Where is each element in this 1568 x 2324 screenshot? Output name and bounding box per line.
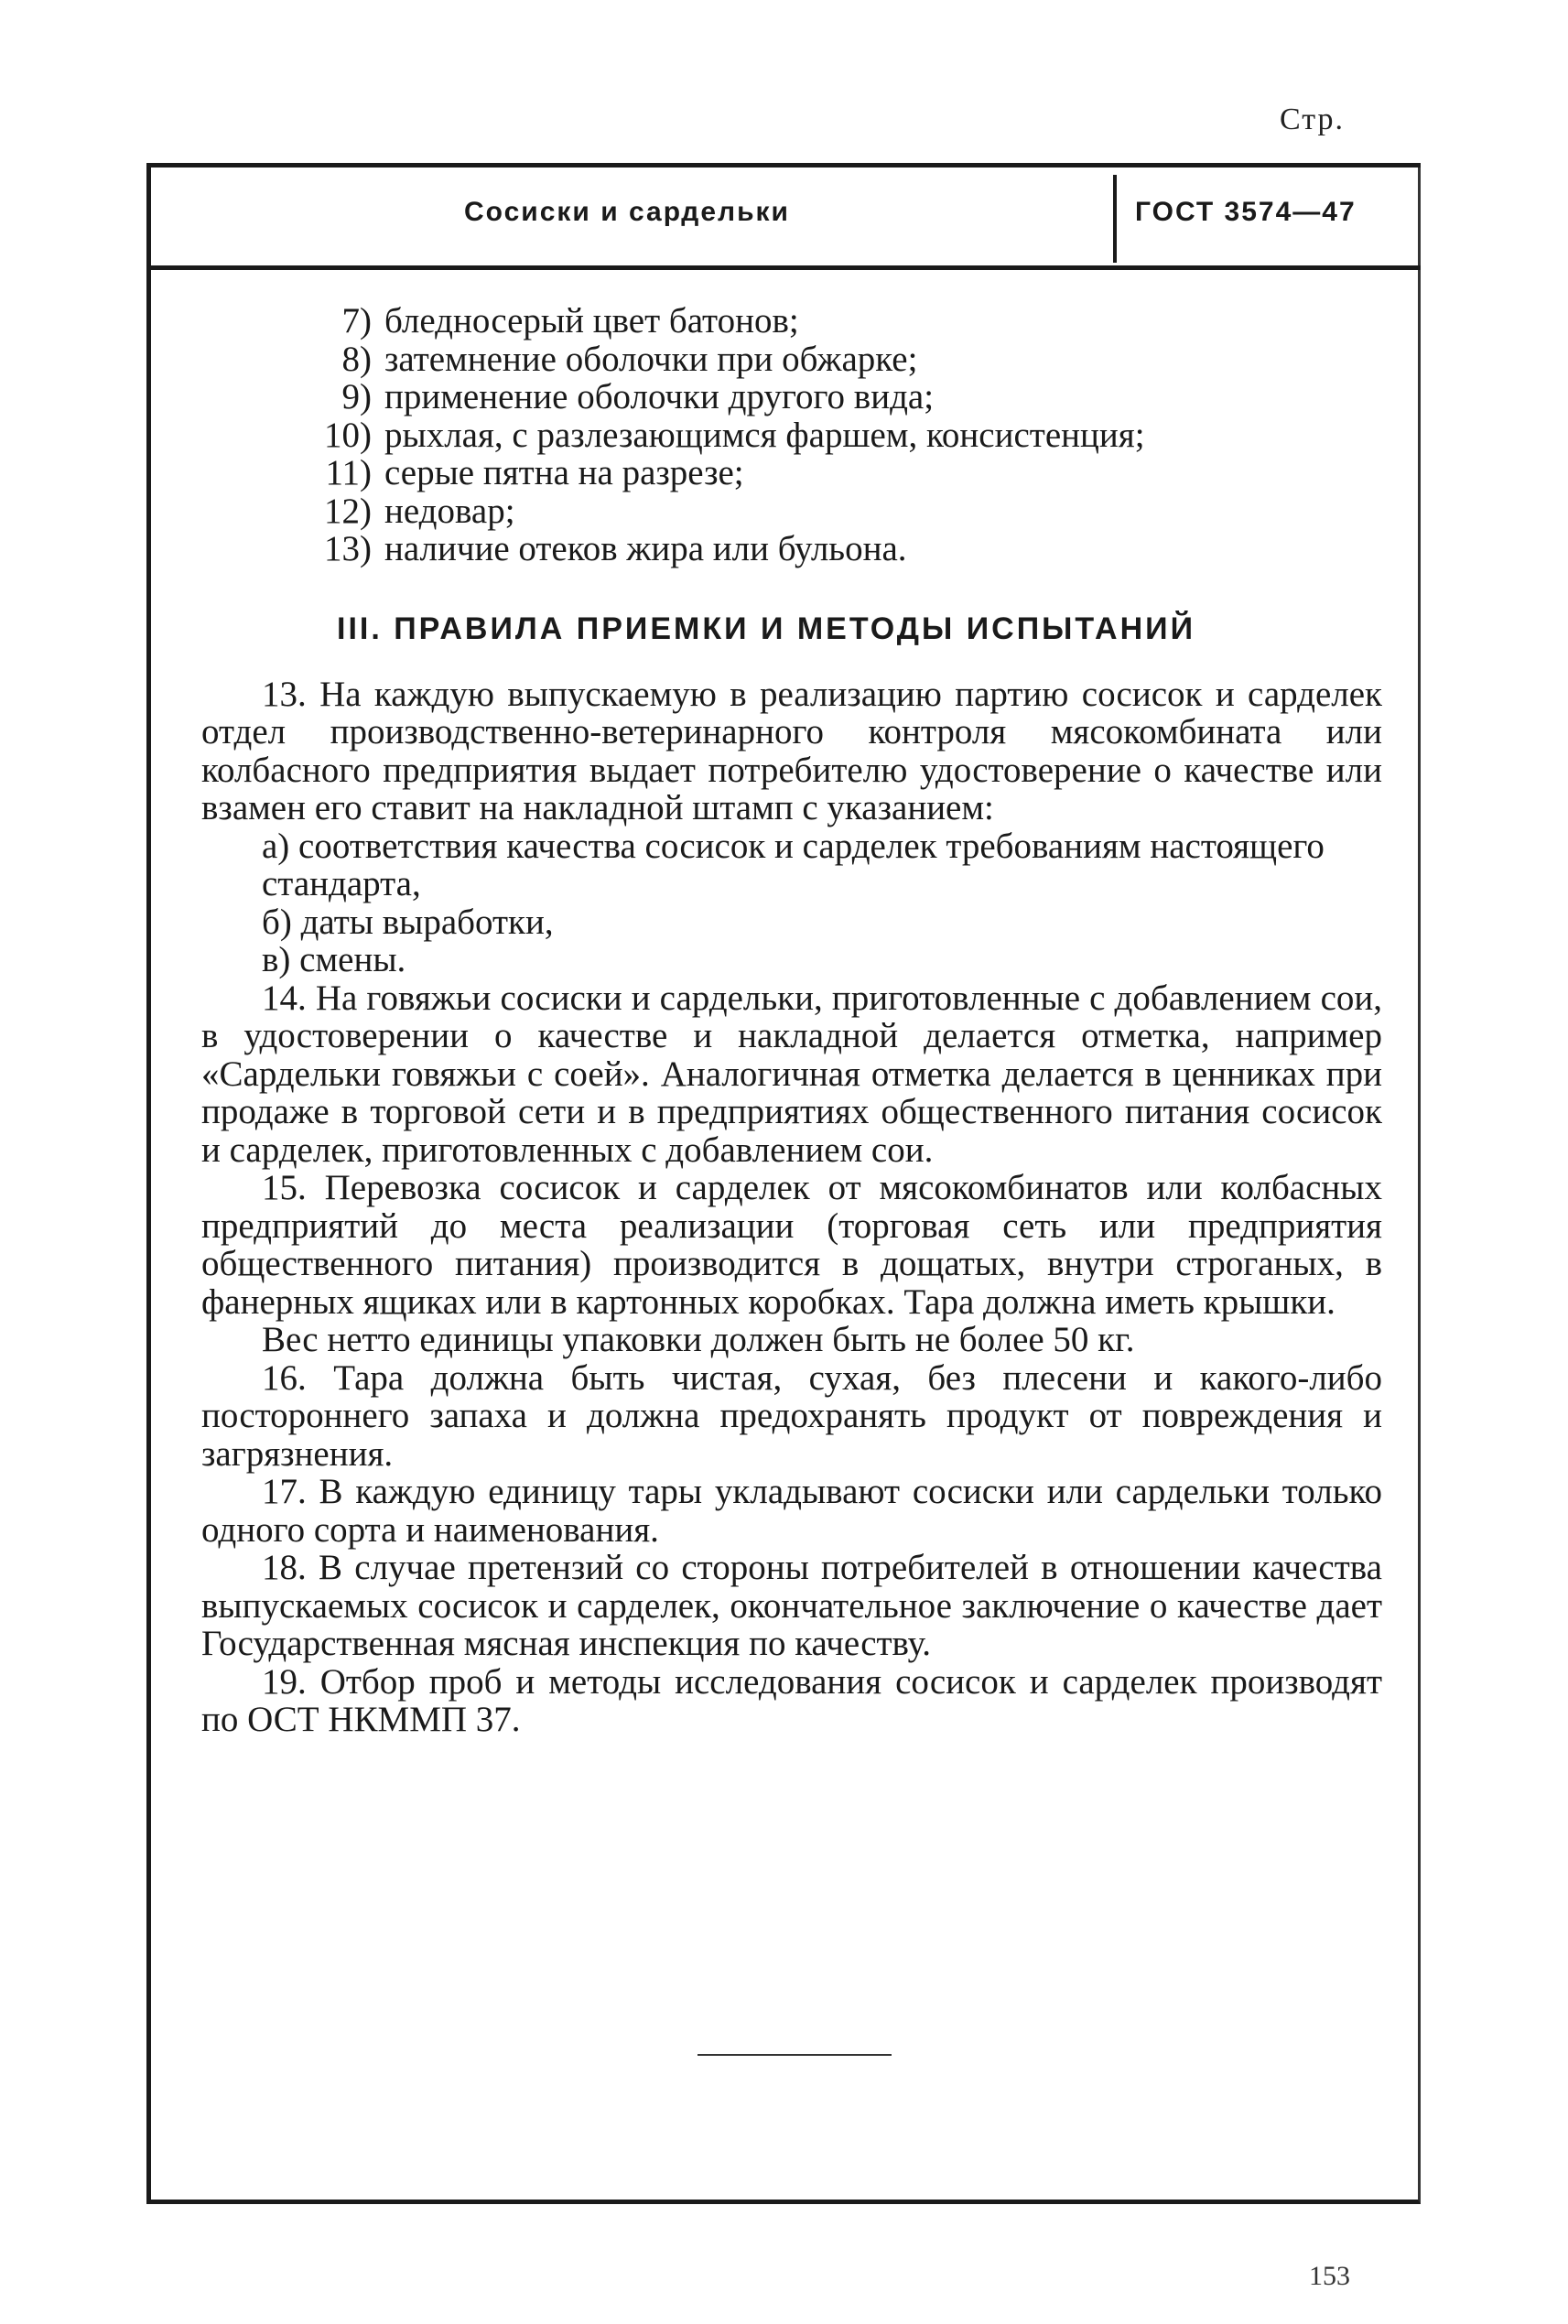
list-item bbox=[300, 416, 1382, 455]
list-item bbox=[300, 492, 1382, 531]
list-item bbox=[300, 302, 1382, 340]
paragraph-13-item-a: а) соответствия качества сосисок и сарделек требованиям настоящего стандарта, bbox=[262, 826, 1325, 903]
list-item-number: 10) bbox=[324, 415, 372, 455]
paragraph-16: 16. Тара должна быть чистая, сухая, без плесени и какого-либо постороннего запаха и должна предохранять продукт от повреждения и загрязнения. bbox=[201, 1357, 1382, 1474]
paragraph-17: 17. В каждую единицу тары укладывают сосиски или сардельки только одного сорта и наименования. bbox=[201, 1472, 1382, 1550]
list-item-text: серые пятна на разрезе; bbox=[384, 453, 744, 492]
list-item-text: недовар; bbox=[384, 491, 515, 531]
section-heading: III. ПРАВИЛА ПРИЕМКИ И МЕТОДЫ ИСПЫТАНИЙ bbox=[337, 611, 1196, 646]
defect-list bbox=[300, 302, 1382, 568]
page-number: 153 bbox=[1309, 2261, 1350, 2291]
paragraph-15-weight: Вес нетто единицы упаковки должен быть не более 50 кг. bbox=[262, 1320, 1135, 1359]
list-item-text: рыхлая, с разлезающимся фаршем, консистенция; bbox=[384, 415, 1145, 455]
list-item-number: 11) bbox=[325, 453, 372, 492]
list-item-text: применение оболочки другого вида; bbox=[384, 377, 935, 416]
list-item bbox=[300, 378, 1382, 416]
end-separator bbox=[697, 2054, 892, 2056]
paragraph-14: 14. На говяжьи сосиски и сардельки, приготовленные с добавлением сои, в удостоверении о качестве и накладной делается отметка, например «Сардельки говяжьи с соей». Аналогичная отметка делается в ценниках при продаже в торговой сети и в предприятиях общественного питания сосисок и сарделек, приготовленных с добавлением сои. bbox=[201, 978, 1382, 1170]
paragraph-15: 15. Перевозка сосисок и сарделек от мясокомбинатов или колбасных предприятий до места реализации (торговая сеть или предприятия общественного питания) производится в дощатых, внутри строганых, в фанерных ящиках или в картонных коробках. Тара должна иметь крышки. bbox=[201, 1168, 1382, 1322]
list-item bbox=[300, 340, 1382, 379]
list-item-text: затемнение оболочки при обжарке; bbox=[384, 339, 918, 379]
paragraph-13-item-c: в) смены. bbox=[262, 940, 406, 979]
paragraph-18: 18. В случае претензий со стороны потребителей в отношении качества выпускаемых сосисок и сарделек, окончательное заключение о качестве дает Государственная мясная инспекция по качеству. bbox=[201, 1548, 1382, 1663]
list-item-text: бледносерый цвет батонов; bbox=[384, 301, 799, 340]
header-divider bbox=[1113, 175, 1117, 263]
list-item-number: 7) bbox=[341, 301, 372, 340]
list-item-number: 13) bbox=[324, 529, 372, 568]
list-item-number: 12) bbox=[324, 491, 372, 531]
page-label: Стр. bbox=[1280, 103, 1346, 136]
paragraph-19: 19. Отбор проб и методы исследования сосисок и сарделек производят по ОСТ НКММП 37. bbox=[201, 1661, 1382, 1739]
document-body bbox=[201, 302, 1382, 1739]
document-header bbox=[146, 163, 1421, 270]
list-item-text: наличие отеков жира или бульона. bbox=[384, 529, 907, 568]
standard-code: ГОСТ 3574—47 bbox=[1135, 197, 1357, 227]
list-item-number: 8) bbox=[341, 339, 372, 379]
list-item bbox=[300, 454, 1382, 492]
list-item-number: 9) bbox=[341, 377, 372, 416]
list-item bbox=[300, 530, 1382, 568]
document-title: Сосиски и сардельки bbox=[464, 197, 790, 227]
paragraph-13: 13. На каждую выпускаемую в реализацию партию сосисок и сарделек отдел производственно-ветеринарного контроля мясокомбината или колбасного предприятия выдает потребителю удостоверение о качестве или взамен его ставит на накладной штамп с указанием: bbox=[201, 674, 1382, 827]
paragraph-13-item-b: б) даты выработки, bbox=[262, 902, 554, 942]
